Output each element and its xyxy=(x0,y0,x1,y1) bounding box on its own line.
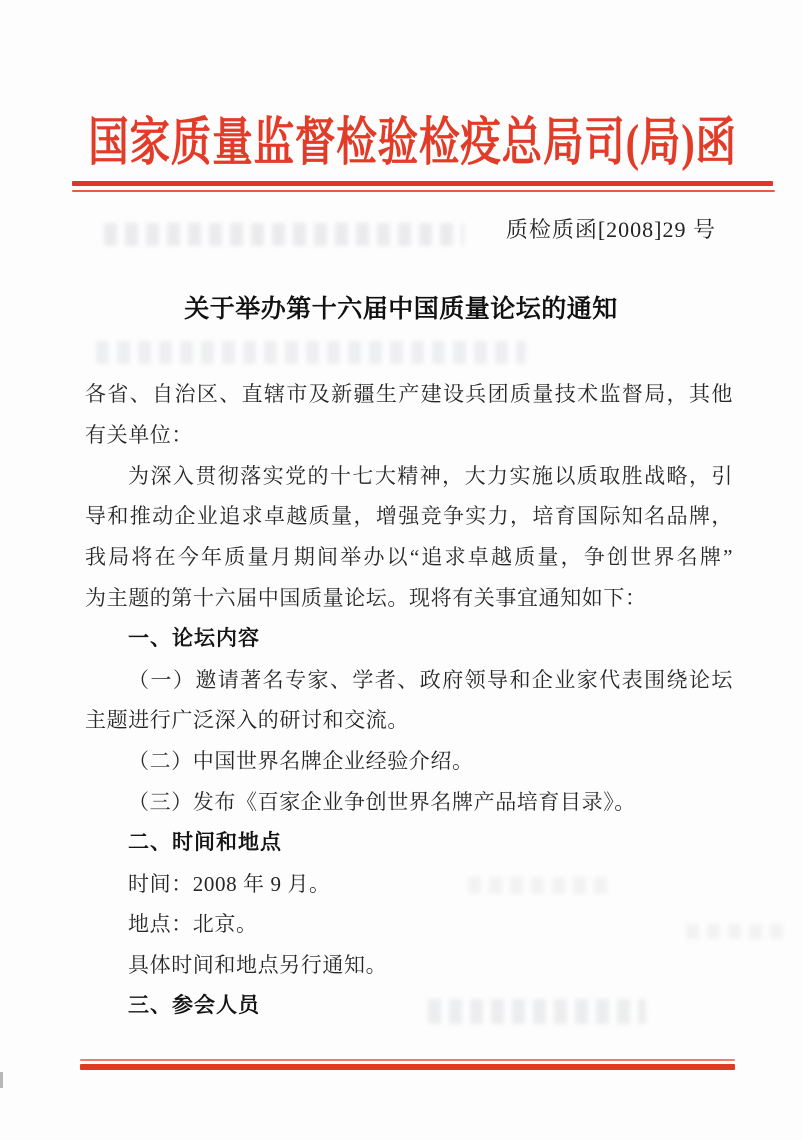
document-body xyxy=(85,374,733,1027)
bleedthrough-smudge xyxy=(468,877,608,894)
section-heading: 二、时间和地点 xyxy=(128,830,282,854)
body-line: （二）中国世界名牌企业经验介绍。 xyxy=(128,749,474,774)
body-line: （一）邀请著名专家、学者、政府领导和企业家代表围绕论坛 xyxy=(128,667,733,692)
bleedthrough-smudge xyxy=(686,924,786,939)
footer-divider-thin xyxy=(80,1059,735,1061)
body-line: 为主题的第十六届中国质量论坛。现将有关事宜通知如下： xyxy=(85,585,647,610)
body-line: 时间：2008 年 9 月。 xyxy=(128,871,331,896)
letterhead-title: 国家质量监督检验检疫总局司(局)函 xyxy=(88,115,737,172)
bleedthrough-smudge xyxy=(96,341,526,364)
body-line: 地点：北京。 xyxy=(128,912,258,937)
footer-divider-thick xyxy=(80,1064,735,1070)
body-line: 主题进行广泛深入的研讨和交流。 xyxy=(85,708,409,733)
section-heading: 三、参会人员 xyxy=(128,993,260,1017)
bleedthrough-smudge xyxy=(428,999,646,1024)
body-line: （三）发布《百家企业争创世界名牌产品培育目录》。 xyxy=(128,789,636,814)
masthead-divider-thick xyxy=(72,181,773,186)
scan-edge-artifact xyxy=(0,1072,3,1088)
masthead-divider-thin xyxy=(72,190,775,192)
section-heading: 一、论坛内容 xyxy=(128,626,260,650)
document-number: 质检质函[2008]29 号 xyxy=(505,217,716,242)
body-line: 各省、自治区、直辖市及新疆生产建设兵团质量技术监督局，其他 xyxy=(85,382,733,406)
body-line: 具体时间和地点另行通知。 xyxy=(128,953,388,978)
bleedthrough-smudge xyxy=(104,223,464,246)
body-line: 导和推动企业追求卓越质量，增强竞争实力，培育国际知名品牌， xyxy=(85,504,733,529)
body-line: 有关单位： xyxy=(85,422,193,447)
body-line: 为深入贯彻落实党的十七大精神，大力实施以质取胜战略，引 xyxy=(128,463,733,488)
body-line: 我局将在今年质量月期间举办以“追求卓越质量，争创世界名牌” xyxy=(85,545,733,570)
document-title: 关于举办第十六届中国质量论坛的通知 xyxy=(184,296,618,323)
